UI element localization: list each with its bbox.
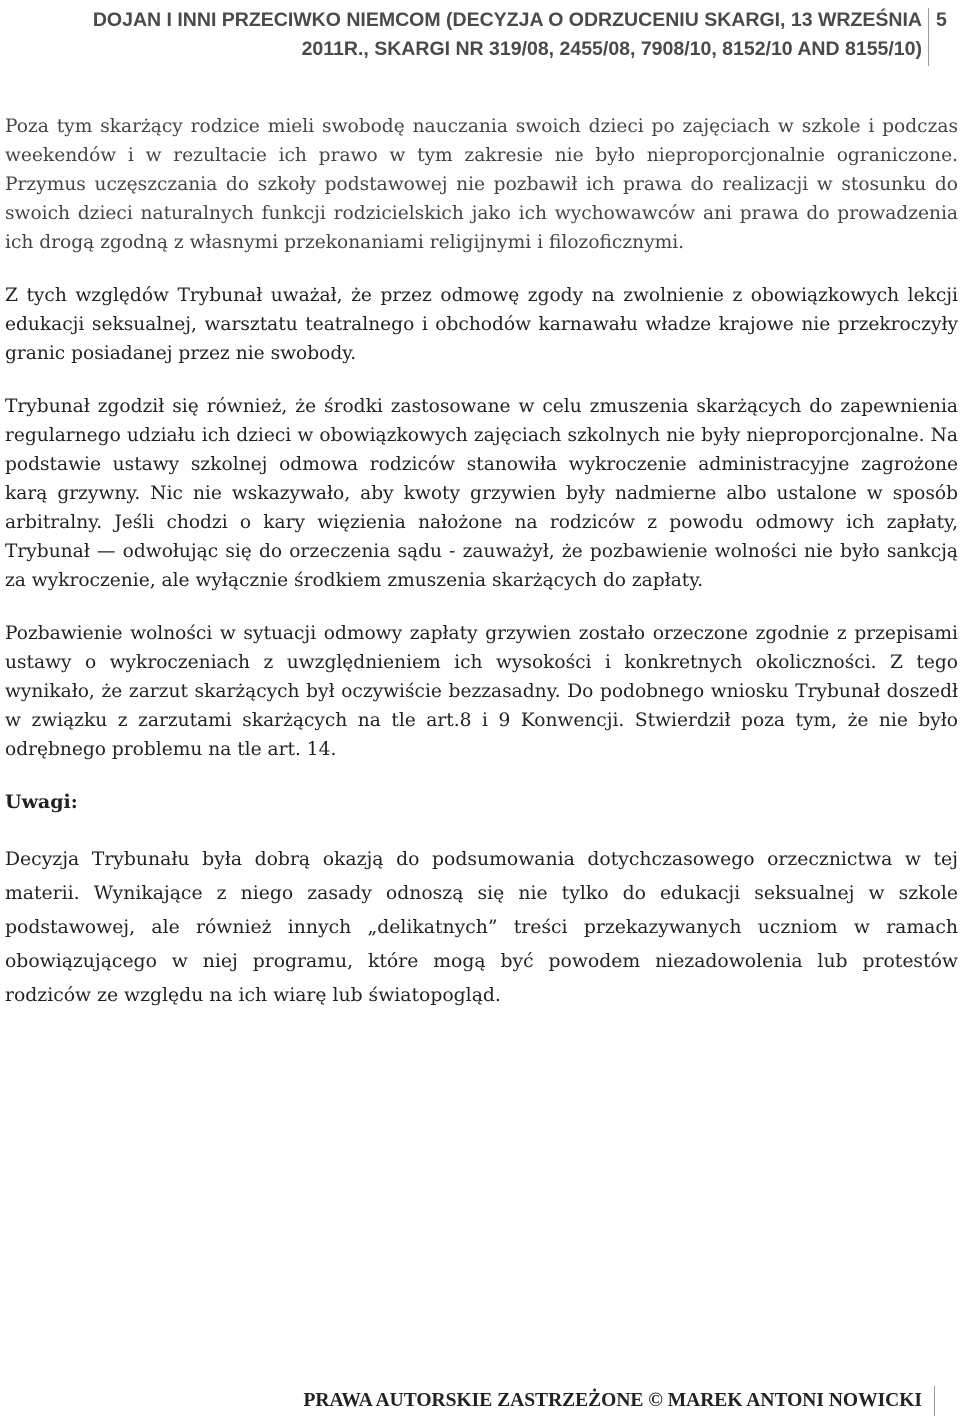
page-header <box>0 4 960 66</box>
page-footer <box>0 1386 960 1416</box>
document-title: DOJAN I INNI PRZECIWKO NIEMCOM (DECYZJA O ODRZUCENIU SKARGI, 13 WRZEŚNIA 2011R., SKARGI NR 319/08, 2455/08, 7908/10, 8152/10 AND 8155/10) <box>92 9 922 60</box>
page-number: 5 <box>936 9 947 31</box>
header-divider <box>928 8 929 66</box>
notes-heading: Uwagi: <box>5 791 78 813</box>
notes-paragraph: Decyzja Trybunału była dobrą okazją do podsumowania dotychczasowego orzecznictwa w tej materii. Wynikające z niego zasady odnoszą się nie tylko do edukacji seksualnej w szkole podstawowej, ale również innych „delikatnych” treści przekazywanych uczniom w ramach obowiązującego w niej programu, które mogą być powodem niezadowolenia lub protestów rodziców ze względu na ich wiarę lub światopogląd. <box>5 849 958 1006</box>
footer-divider <box>934 1386 935 1416</box>
paragraph-2: Z tych względów Trybunał uważał, że przez odmowę zgody na zwolnienie z obowiązkowych lekcji edukacji seksualnej, warsztatu teatralnego i obchodów karnawału władze krajowe nie przekroczyły granic posiadanej przez nie swobody. <box>5 285 958 364</box>
copyright-notice: PRAWA AUTORSKIE ZASTRZEŻONE © MAREK ANTONI NOWICKI <box>303 1390 922 1411</box>
document-body <box>5 112 958 1037</box>
paragraph-3: Trybunał zgodził się również, że środki zastosowane w celu zmuszenia skarżących do zapewnienia regularnego udziału ich dzieci w obowiązkowych zajęciach szkolnych nie były nieproporcjonalne. Na podstawie ustawy szkolnej odmowa rodziców stanowiła wykroczenie administracyjne zagrożone karą grzywny. Nic nie wskazywało, aby kwoty grzywien były nadmierne albo ustalone w sposób arbitralny. Jeśli chodzi o kary więzienia nałożone na rodziców z powodu odmowy ich zapłaty, Trybunał — odwołując się do orzeczenia sądu - zauważył, że pozbawienie wolności nie było sankcją za wykroczenie, ale wyłącznie środkiem zmuszenia skarżących do zapłaty. <box>5 396 958 591</box>
paragraph-4: Pozbawienie wolności w sytuacji odmowy zapłaty grzywien zostało orzeczone zgodnie z przepisami ustawy o wykroczeniach z uwzględnieniem ich wysokości i konkretnych okoliczności. Z tego wynikało, że zarzut skarżących był oczywiście bezzasadny. Do podobnego wniosku Trybunał doszedł w związku z zarzutami skarżących na tle art.8 i 9 Konwencji. Stwierdził poza tym, że nie było odrębnego problemu na tle art. 14. <box>5 623 958 760</box>
paragraph-1: Poza tym skarżący rodzice mieli swobodę nauczania swoich dzieci po zajęciach w szkole i podczas weekendów i w rezultacie ich prawo w tym zakresie nie było nieproporcjonalnie ograniczone. Przymus uczęszczania do szkoły podstawowej nie pozbawił ich prawa do realizacji w stosunku do swoich dzieci naturalnych funkcji rodzicielskich jako ich wychowawców ani prawa do prowadzenia ich drogą zgodną z własnymi przekonaniami religijnymi i filozoficznymi. <box>5 116 958 253</box>
